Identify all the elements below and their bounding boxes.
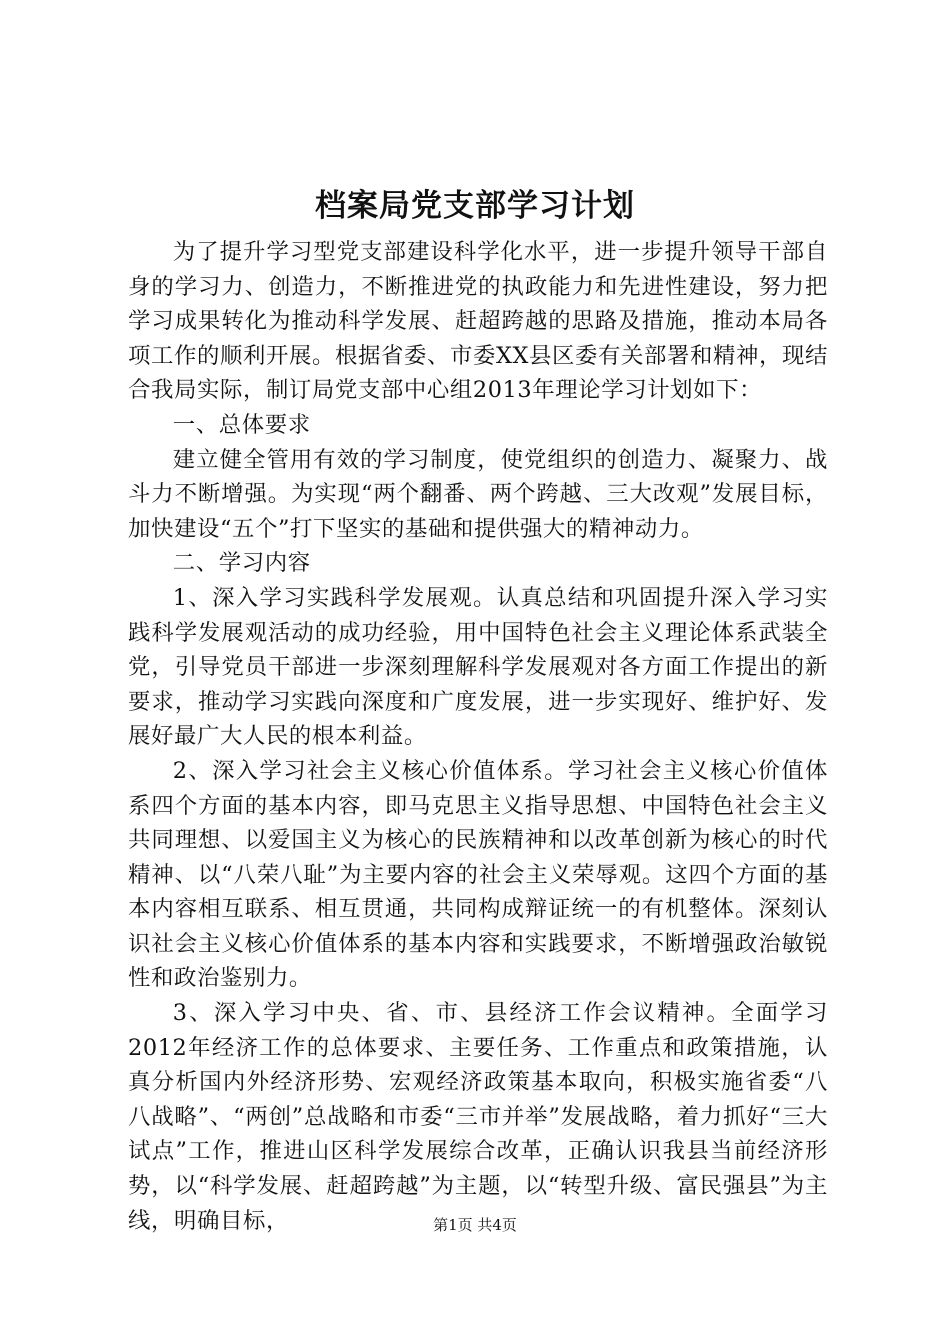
- paragraph-general-requirements: 建立健全管用有效的学习制度，使党组织的创造力、凝聚力、战斗力不断增强。为实现“两个翻番、两个跨越、三大改观”发展目标，加快建设“五个”打下坚实的基础和提供强大的精神动力。: [128, 446, 828, 542]
- document-title: 档案局党支部学习计划: [315, 188, 635, 224]
- paragraph-item-1: 1、深入学习实践科学发展观。认真总结和巩固提升深入学习实践科学发展观活动的成功经验，用中国特色社会主义理论体系武装全党，引导党员干部进一步深刻理解科学发展观对各方面工作提出的新要求，推动学习实践向深度和广度发展，进一步实现好、维护好、发展好最广大人民的根本利益。: [128, 584, 828, 750]
- paragraph-intro: 为了提升学习型党支部建设科学化水平，进一步提升领导干部自身的学习力、创造力，不断推进党的执政能力和先进性建设，努力把学习成果转化为推动科学发展、赶超跨越的思路及措施，推动本局各项工作的顺利开展。根据省委、市委XX县区委有关部署和精神，现结合我局实际，制订局党支部中心组2013年理论学习计划如下：: [128, 239, 828, 404]
- document-body: [128, 235, 828, 1238]
- page-number-footer: 第1页 共4页: [433, 1216, 517, 1234]
- paragraph-item-3: 3、深入学习中央、省、市、县经济工作会议精神。全面学习2012年经济工作的总体要求、主要任务、工作重点和政策措施，认真分析国内外经济形势、宏观经济政策基本取向，积极实施省委“八八战略”、“两创”总战略和市委“三市并举”发展战略，着力抓好“三大试点”工作，推进山区科学发展综合改革，正确认识我县当前经济形势，以“科学发展、赶超跨越”为主题，以“转型升级、富民强县”为主线，明确目标，: [128, 1000, 828, 1234]
- heading-study-content: 二、学习内容: [172, 550, 311, 577]
- paragraph-item-2: 2、深入学习社会主义核心价值体系。学习社会主义核心价值体系四个方面的基本内容，即马克思主义指导思想、中国特色社会主义共同理想、以爱国主义为核心的民族精神和以改革创新为核心的时代精神、以“八荣八耻”为主要内容的社会主义荣辱观。这四个方面的基本内容相互联系、相互贯通，共同构成辩证统一的有机整体。深刻认识社会主义核心价值体系的基本内容和实践要求，不断增强政治敏锐性和政治鉴别力。: [128, 757, 828, 992]
- heading-general-requirements: 一、总体要求: [172, 411, 311, 438]
